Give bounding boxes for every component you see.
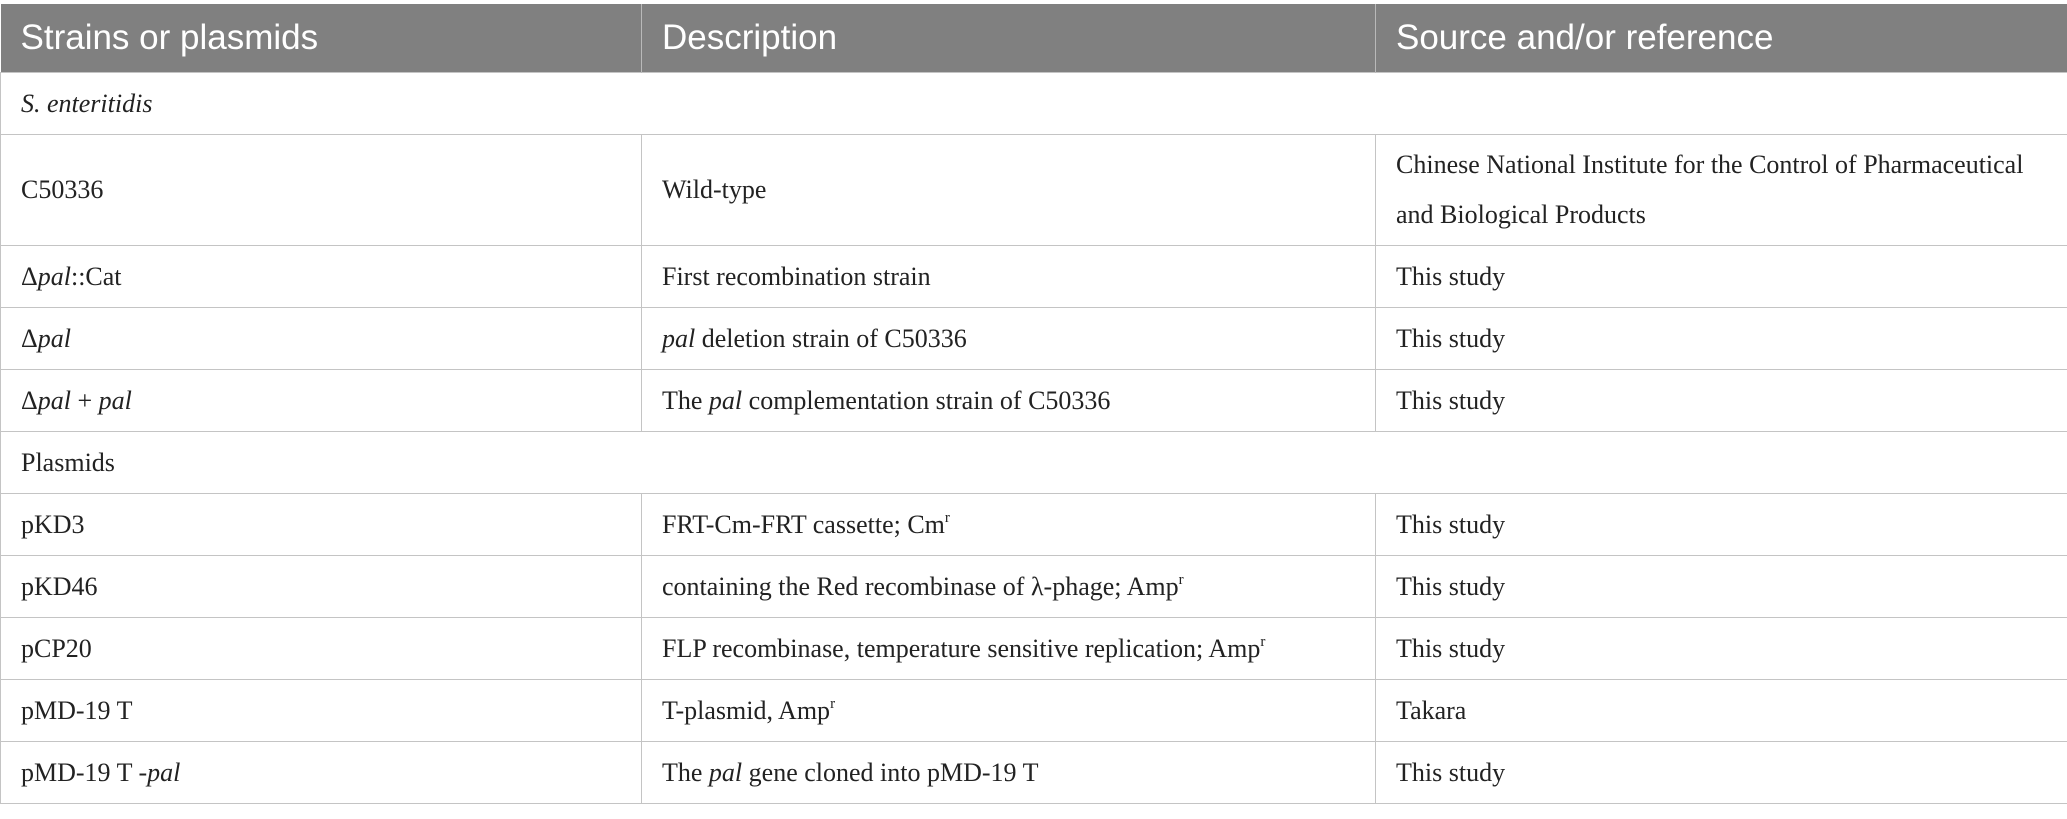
cell-source: This study	[1376, 246, 2067, 308]
cell-name: C50336	[1, 135, 642, 246]
header-source: Source and/or reference	[1376, 4, 2067, 73]
gene-name: pal	[37, 261, 71, 291]
cell-source: This study	[1376, 370, 2067, 432]
cell-source: This study	[1376, 742, 2067, 804]
cell-name	[1, 742, 642, 804]
header-strains: Strains or plasmids	[1, 4, 642, 73]
gene-name: pal	[37, 323, 71, 353]
description-text: complementation strain of C50336	[742, 385, 1111, 415]
section-row-plasmids	[1, 432, 2067, 494]
gene-name: pal	[662, 323, 696, 353]
section-title-plasmids: Plasmids	[1, 432, 2067, 494]
cell-name	[1, 246, 642, 308]
section-row-strains	[1, 73, 2067, 135]
table-row	[1, 135, 2067, 246]
cell-description	[642, 742, 1376, 804]
description-text: The	[662, 757, 709, 787]
description-text: FLP recombinase, temperature sensitive replication; Amp	[662, 633, 1261, 663]
cell-source: This study	[1376, 556, 2067, 618]
name-suffix: ::Cat	[70, 261, 122, 291]
cell-description	[642, 556, 1376, 618]
resistance-superscript: r	[1178, 571, 1184, 588]
cell-description	[642, 370, 1376, 432]
header-row	[1, 4, 2067, 73]
cell-description	[642, 308, 1376, 370]
table-row	[1, 742, 2067, 804]
description-text: gene cloned into pMD-19 T	[742, 757, 1039, 787]
cell-source: Takara	[1376, 680, 2067, 742]
cell-name: pKD46	[1, 556, 642, 618]
cell-source: This study	[1376, 494, 2067, 556]
delta-symbol: Δ	[21, 323, 38, 353]
table-row	[1, 246, 2067, 308]
gene-name: pal	[98, 385, 132, 415]
description-text: deletion strain of C50336	[695, 323, 967, 353]
description-text: containing the Red recombinase of λ-phage; Amp	[662, 571, 1179, 601]
cell-source: This study	[1376, 308, 2067, 370]
plus-sign: +	[70, 385, 99, 415]
table-row	[1, 308, 2067, 370]
plasmid-name: pMD-19 T -	[21, 757, 148, 787]
cell-name: pMD-19 T	[1, 680, 642, 742]
table-row	[1, 680, 2067, 742]
table-row	[1, 556, 2067, 618]
gene-name: pal	[37, 385, 71, 415]
cell-description: First recombination strain	[642, 246, 1376, 308]
description-text: T-plasmid, Amp	[662, 695, 831, 725]
resistance-superscript: r	[944, 509, 950, 526]
table-row	[1, 370, 2067, 432]
cell-name: pCP20	[1, 618, 642, 680]
resistance-superscript: r	[1260, 633, 1266, 650]
cell-name	[1, 370, 642, 432]
gene-name: pal	[147, 757, 181, 787]
cell-name: pKD3	[1, 494, 642, 556]
cell-description: Wild-type	[642, 135, 1376, 246]
gene-name: pal	[708, 385, 743, 415]
cell-description	[642, 494, 1376, 556]
table-row	[1, 618, 2067, 680]
resistance-superscript: r	[830, 695, 836, 712]
cell-description	[642, 618, 1376, 680]
cell-source: This study	[1376, 618, 2067, 680]
cell-description	[642, 680, 1376, 742]
section-title-strains: S. enteritidis	[1, 73, 2067, 135]
delta-symbol: Δ	[21, 261, 38, 291]
strains-plasmids-table	[0, 4, 2067, 804]
cell-source: Chinese National Institute for the Control of Pharmaceutical and Biological Products	[1376, 135, 2067, 246]
cell-name	[1, 308, 642, 370]
gene-name: pal	[708, 757, 743, 787]
table-row	[1, 494, 2067, 556]
description-text: FRT-Cm-FRT cassette; Cm	[662, 509, 945, 539]
header-description: Description	[642, 4, 1376, 73]
delta-symbol: Δ	[21, 385, 38, 415]
description-text: The	[662, 385, 709, 415]
